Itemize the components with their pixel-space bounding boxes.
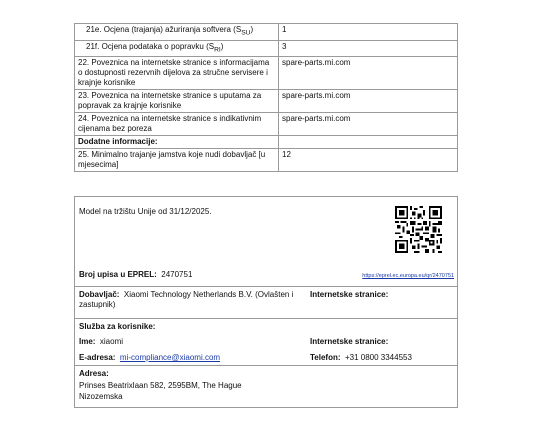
supplier-label: Dobavljač:	[79, 290, 120, 299]
service-phone-row	[310, 353, 412, 362]
info-sheet	[74, 23, 458, 172]
row-label-text: 21f. Ocjena podataka o popravku (S	[86, 41, 215, 51]
row-value-24[interactable]: spare-parts.mi.com	[279, 113, 458, 136]
subscript: SU	[241, 29, 251, 37]
table-row	[75, 57, 458, 90]
eprel-link[interactable]: https://eprel.ec.europa.eu/qr/2470751	[362, 273, 454, 279]
table-row	[75, 90, 458, 113]
supplier-value: Xiaomi Technology Netherlands B.V. (Ovlašten i zastupnik)	[79, 290, 294, 309]
row-label-additional: Dodatne informacije:	[75, 136, 279, 149]
table-row	[75, 113, 458, 136]
service-email-row	[79, 353, 220, 362]
email-link[interactable]: mi-compliance@xiaomi.com	[119, 353, 221, 362]
table-row	[75, 136, 458, 149]
eprel-number: 2470751	[161, 270, 193, 279]
table-row	[75, 24, 458, 41]
row-label-22: 22. Poveznica na internetske stranice s informacijama o dostupnosti rezervnih dijelova za stručne servisere i krajnje korisnike	[75, 57, 279, 90]
supplier-web-label: Internetske stranice:	[310, 290, 389, 299]
customer-service-section	[74, 318, 458, 367]
table-row	[75, 149, 458, 172]
subscript: RI	[214, 46, 221, 54]
market-date-text: Model na tržištu Unije od 31/12/2025.	[79, 207, 212, 216]
row-value-21e: 1	[279, 24, 458, 41]
phone-value: +31 0800 3344553	[344, 353, 412, 362]
address-line-2: Nizozemska	[79, 392, 123, 401]
row-label-24: 24. Poveznica na internetske stranice s indikativnim cijenama bez poreza	[75, 113, 279, 136]
row-value-21f: 3	[279, 40, 458, 57]
row-label-21f	[75, 40, 279, 57]
qr-code-icon[interactable]	[395, 206, 442, 253]
service-web-label: Internetske stranice:	[310, 337, 389, 346]
row-value-additional	[279, 136, 458, 149]
eprel-registration	[79, 270, 192, 279]
phone-label: Telefon:	[310, 353, 341, 362]
model-section	[74, 196, 458, 288]
row-value-22[interactable]: spare-parts.mi.com	[279, 57, 458, 90]
row-label-25: 25. Minimalno trajanje jamstva koje nudi dobavljač [u mjesecima]	[75, 149, 279, 172]
address-section	[74, 365, 458, 408]
row-label-23: 23. Poveznica na internetske stranice s uputama za popravak za krajnje korisnike	[75, 90, 279, 113]
row-label-21e	[75, 24, 279, 41]
supplier-info	[79, 290, 309, 310]
eprel-label: Broj upisa u EPREL:	[79, 270, 157, 279]
supplier-section	[74, 286, 458, 320]
repairability-table	[74, 23, 458, 172]
name-label: Ime:	[79, 337, 96, 346]
row-value-23[interactable]: spare-parts.mi.com	[279, 90, 458, 113]
customer-service-title: Služba za korisnike:	[79, 322, 156, 331]
row-label-text: 21e. Ocjena (trajanja) ažuriranja softvera (S	[86, 25, 242, 34]
email-label: E-adresa:	[79, 353, 116, 362]
row-value-25: 12	[279, 149, 458, 172]
service-name-row	[79, 337, 123, 346]
address-line-1: Prinses Beatrixlaan 582, 2595BM, The Hague	[79, 381, 242, 390]
name-value: xiaomi	[99, 337, 124, 346]
row-label-tail: )	[220, 41, 224, 51]
address-title: Adresa:	[79, 369, 109, 378]
row-label-tail: )	[250, 25, 254, 34]
table-row	[75, 40, 458, 57]
